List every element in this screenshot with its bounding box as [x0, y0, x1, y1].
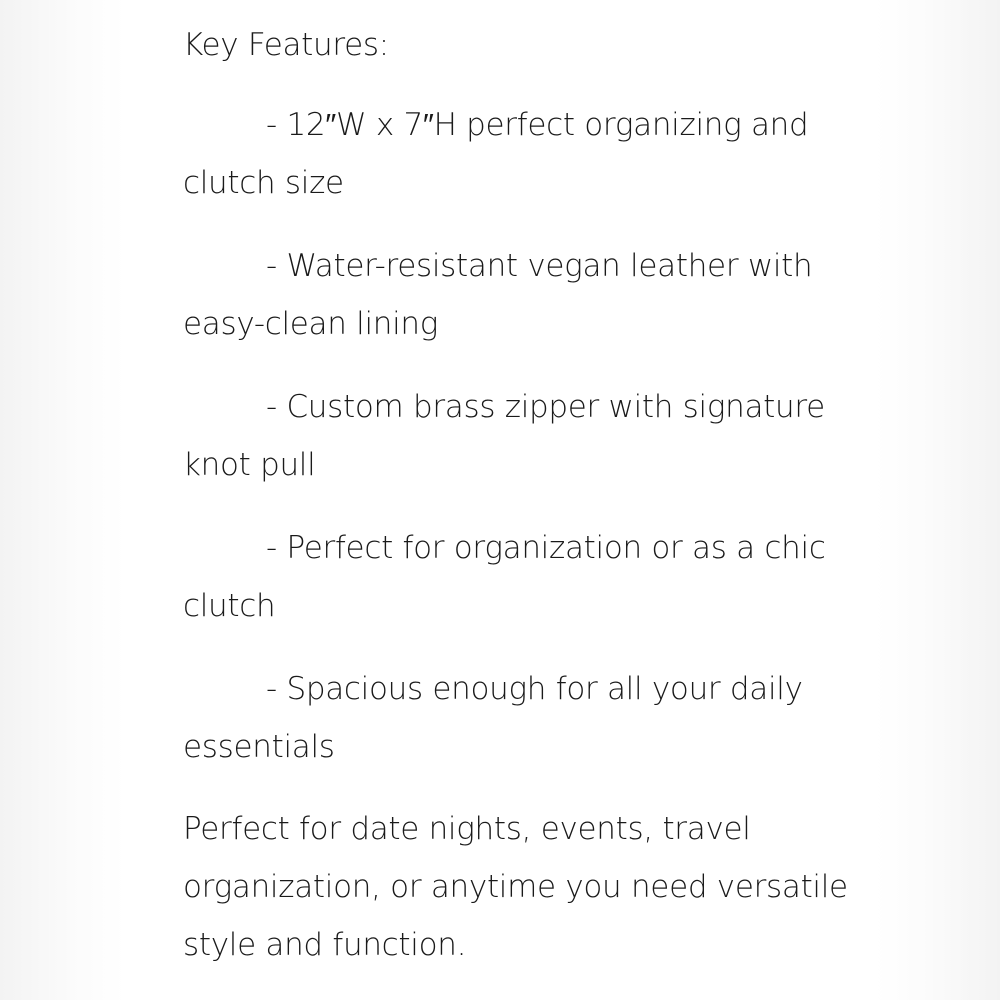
closing-paragraph: [183, 800, 863, 974]
feature-text-line: - Custom brass zipper with signature: [266, 389, 825, 425]
feature-text-line: essentials: [183, 729, 335, 765]
closing-text-line: Perfect for date nights, events, travel: [183, 811, 751, 847]
feature-text-line: - Spacious enough for all your daily: [266, 671, 803, 707]
feature-text-line: - 12″W x 7″H perfect organizing and: [266, 107, 809, 143]
feature-text-line: clutch size: [183, 165, 344, 201]
feature-text-line: clutch: [183, 588, 276, 624]
feature-item: [183, 519, 863, 635]
feature-text-line: - Water-resistant vegan leather with: [266, 248, 813, 284]
closing-text-line: organization, or anytime you need versatile: [183, 869, 848, 905]
closing-text-line: style and function.: [183, 927, 467, 963]
feature-text-line: - Perfect for organization or as a chic: [266, 530, 826, 566]
feature-item: [183, 660, 863, 776]
feature-text-line: easy-clean lining: [183, 306, 439, 342]
feature-item: [183, 378, 863, 494]
key-features-heading: Key Features:: [183, 27, 389, 63]
feature-item: [183, 237, 863, 353]
feature-item: [183, 96, 863, 212]
feature-text-line: knot pull: [183, 447, 316, 483]
